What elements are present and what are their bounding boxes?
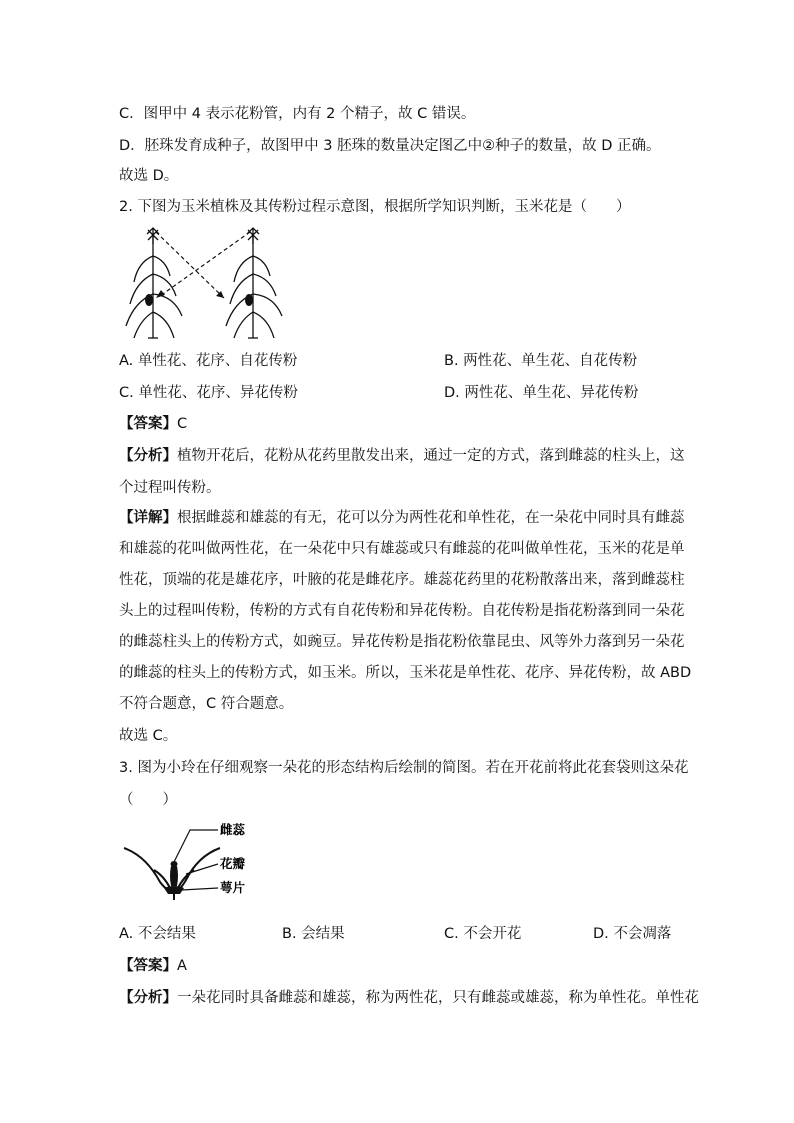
- q3-answer: [119, 956, 187, 976]
- q2-detail-line-6: 的雌蕊的柱头上的传粉方式，如玉米。所以，玉米花是单性花、花序、异花传粉，故 ABD: [119, 665, 692, 681]
- q3-stem: 3. 图为小玲在仔细观察一朵花的形态结构后绘制的简图。若在开花前将此花套袋则这朵花: [119, 760, 689, 776]
- q3-stem-bracket: （ ）: [119, 792, 177, 808]
- answer-value: A: [177, 958, 187, 974]
- q3-analysis-line-1: [119, 988, 699, 1008]
- q3-option-b[interactable]: B. 会结果: [282, 926, 345, 942]
- q2-analysis-line-1: [119, 446, 685, 466]
- q2-conclusion: 故选 C。: [119, 728, 178, 744]
- q2-option-d[interactable]: D. 两性花、单生花、异花传粉: [444, 385, 639, 401]
- detail-text: 根据雌蕊和雄蕊的有无，花可以分为两性花和单性花，在一朵花中同时具有雌蕊: [177, 510, 685, 526]
- q1-conclusion: 故选 D。: [119, 168, 179, 184]
- flower-diagram: [120, 818, 280, 900]
- label-sepal: 萼片: [220, 880, 246, 895]
- analysis-text: 一朵花同时具备雌蕊和雄蕊，称为两性花，只有雌蕊或雄蕊，称为单性花。单性花: [177, 990, 699, 1006]
- q2-detail-line-1: [119, 508, 685, 528]
- q2-answer: [119, 414, 187, 434]
- q2-detail-line-5: 的雌蕊柱头上的传粉方式，如豌豆。异花传粉是指花粉依靠昆虫、风等外力落到另一朵花: [119, 634, 685, 650]
- analysis-text: 植物开花后，花粉从花药里散发出来，通过一定的方式，落到雌蕊的柱头上，这: [177, 448, 685, 464]
- q2-stem: 2. 下图为玉米植株及其传粉过程示意图，根据所学知识判断，玉米花是（ ）: [119, 199, 631, 215]
- q2-detail-line-3: 性花，顶端的花是雄花序，叶腋的花是雌花序。雄蕊花药里的花粉散落出来，落到雌蕊柱: [119, 572, 685, 588]
- q2-option-c[interactable]: C. 单性花、花序、异花传粉: [119, 385, 298, 401]
- q3-option-d[interactable]: D. 不会凋落: [593, 926, 672, 942]
- analysis-tag: 【分析】: [119, 990, 177, 1006]
- corn-pollination-figure: [120, 226, 300, 346]
- analysis-tag: 【分析】: [119, 448, 177, 464]
- q3-option-c[interactable]: C. 不会开花: [444, 926, 522, 942]
- q2-detail-line-7: 不符合题意，C 符合题意。: [119, 696, 294, 712]
- q1-option-c-explanation: C．图甲中 4 表示花粉管，内有 2 个精子，故 C 错误。: [119, 106, 476, 122]
- answer-tag: 【答案】: [119, 416, 177, 432]
- q3-option-a[interactable]: A. 不会结果: [119, 926, 196, 942]
- q2-analysis-line-2: 个过程叫传粉。: [119, 480, 221, 496]
- answer-value: C: [177, 416, 188, 432]
- q2-detail-line-2: 和雄蕊的花叫做两性花，在一朵花中只有雄蕊或只有雌蕊的花叫做单性花，玉米的花是单: [119, 541, 685, 557]
- detail-tag: 【详解】: [119, 510, 177, 526]
- q2-detail-line-4: 头上的过程叫传粉，传粉的方式有自花传粉和异花传粉。自花传粉是指花粉落到同一朵花: [119, 603, 685, 619]
- q1-option-d-explanation: D．胚珠发育成种子，故图甲中 3 胚珠的数量决定图乙中②种子的数量，故 D 正确。: [119, 138, 661, 154]
- q2-option-b[interactable]: B. 两性花、单生花、自花传粉: [444, 353, 638, 369]
- label-petal: 花瓣: [220, 856, 246, 871]
- q2-option-a[interactable]: A. 单性花、花序、自花传粉: [119, 353, 298, 369]
- label-pistil: 雌蕊: [220, 822, 246, 837]
- answer-tag: 【答案】: [119, 958, 177, 974]
